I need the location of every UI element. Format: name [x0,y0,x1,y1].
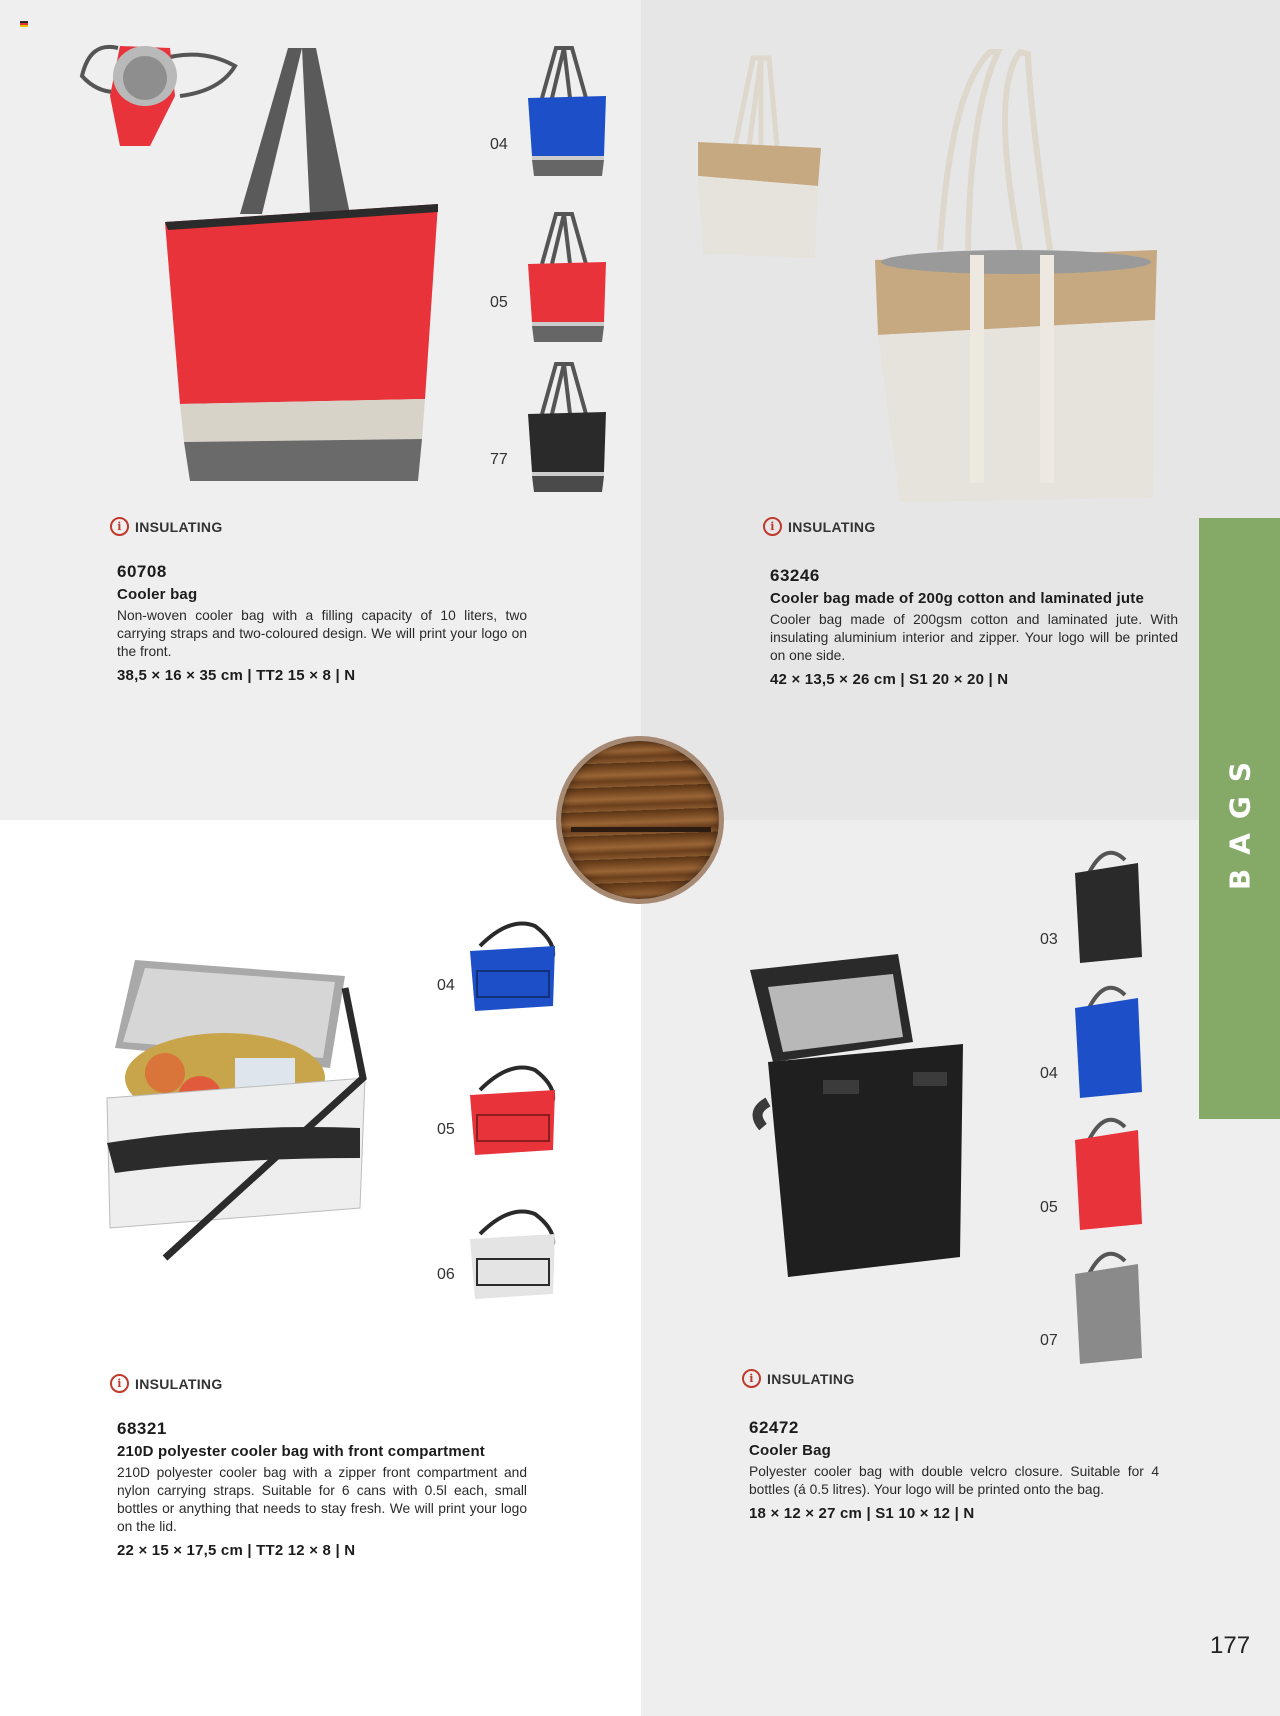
variant-bag-red-image [520,212,610,344]
variant-bag-white-image [465,1204,565,1304]
jute-bag-small-image [693,56,823,261]
insulating-badge [110,1374,223,1393]
product-code: 63246 [770,566,820,585]
variant-code: 04 [437,977,455,994]
product-description: Cooler bag made of 200gsm cotton and laminated jute. With insulating aluminium interior and zipper. Your logo will be printed on one side. [770,612,1178,663]
variant-code: 05 [490,294,508,311]
cooler-bag-red-image [160,44,445,484]
variant-bag-blue-image [1070,980,1145,1100]
variant-bag-grey-image [1070,1246,1145,1366]
product-spec: 38,5 × 16 × 35 cm | TT2 15 × 8 | N [117,667,356,684]
variant-code: 06 [437,1266,455,1283]
insulating-badge [763,517,876,536]
product-info-63246 [770,566,1178,688]
variant-code: 04 [490,136,508,153]
product-code: 68321 [117,1419,167,1438]
variant-bag-black-image [1070,845,1145,965]
variant-bag-blue-image [520,46,610,178]
badge-label: INSULATING [767,1370,855,1387]
product-title: 210D polyester cooler bag with front compartment [117,1443,486,1460]
product-spec: 22 × 15 × 17,5 cm | TT2 12 × 8 | N [117,1542,356,1559]
product-description: Non-woven cooler bag with a filling capacity of 10 liters, two carrying straps and two-coloured design. We will print your logo on the front. [117,608,527,659]
cooler-bag-front-compartment-image [105,958,370,1268]
product-title: Cooler bag made of 200g cotton and laminated jute [770,590,1145,607]
variant-code: 07 [1040,1332,1058,1349]
info-icon: i [763,517,782,536]
product-info-60708 [117,562,527,684]
category-tab [1199,518,1280,1119]
variant-code: 05 [1040,1199,1058,1216]
variant-bag-red-image [1070,1112,1145,1232]
badge-label: INSULATING [788,518,876,535]
jute-bag-large-image [870,50,1160,505]
product-description: 210D polyester cooler bag with a zipper front compartment and nylon carrying straps. Suitable for 6 cans with 0.5l each, small bottles or anything that needs to stay fresh. We will print your logo on the lid. [117,1465,527,1534]
variant-bag-blue-image [465,916,565,1016]
product-spec: 42 × 13,5 × 26 cm | S1 20 × 20 | N [770,671,1009,688]
page-number: 177 [1210,1632,1251,1659]
product-title: Cooler Bag [749,1442,832,1459]
product-code: 60708 [117,562,167,581]
product-description: Polyester cooler bag with double velcro closure. Suitable for 4 bottles (á 0.5 litres). Your logo will be printed onto the bag. [749,1464,1159,1497]
category-tab-label: BAGS [1223,747,1256,890]
product-code: 62472 [749,1418,799,1437]
variant-code: 04 [1040,1065,1058,1082]
variant-bag-red-image [465,1060,565,1160]
info-icon: i [110,1374,129,1393]
wood-texture-sample [561,741,719,899]
product-info-68321 [117,1419,527,1559]
badge-label: INSULATING [135,518,223,535]
variant-code: 05 [437,1121,455,1138]
badge-label: INSULATING [135,1375,223,1392]
product-info-62472 [749,1418,1159,1522]
variant-code: 03 [1040,931,1058,948]
cooler-bag-black-image [748,952,968,1282]
product-spec: 18 × 12 × 27 cm | S1 10 × 12 | N [749,1505,975,1522]
info-icon: i [110,517,129,536]
variant-code: 77 [490,451,508,468]
variant-bag-black-image [520,362,610,494]
insulating-badge [742,1369,855,1388]
info-icon: i [742,1369,761,1388]
insulating-badge [110,517,223,536]
product-title: Cooler bag [117,586,198,603]
flag-icon [20,21,28,27]
